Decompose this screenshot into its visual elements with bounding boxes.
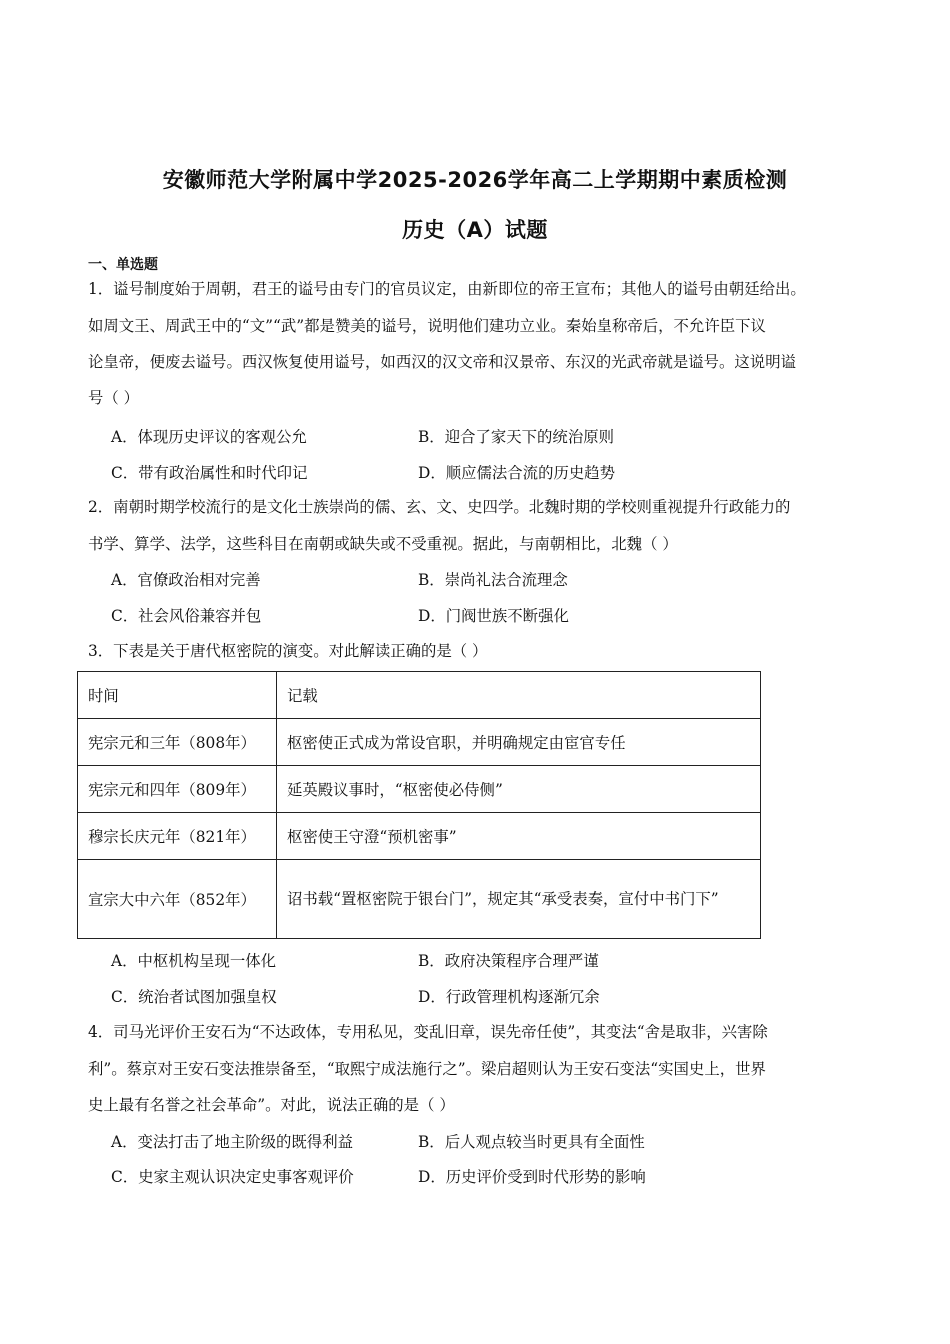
table-cell-time: 宪宗元和三年（808年）: [78, 719, 277, 766]
option-d: D．顺应儒法合流的历史趋势: [418, 464, 616, 482]
table-row: [78, 860, 761, 939]
question-text-line: 书学、算学、法学，这些科目在南朝或缺失或不受重视。据此，与南朝相比，北魏（ ）: [88, 535, 678, 553]
option-b: B．迎合了家天下的统治原则: [418, 428, 614, 446]
question-text-line: 号（ ）: [88, 389, 140, 407]
exam-subtitle: 历史（A）试题: [402, 218, 548, 242]
table-header-row: [78, 672, 761, 719]
option-a: A．体现历史评议的客观公允: [111, 428, 307, 446]
option-c: C．带有政治属性和时代印记: [111, 464, 308, 482]
table-cell-record: 枢密使正式成为常设官职，并明确规定由宦官专任: [277, 719, 761, 766]
question-text-line: 2．南朝时期学校流行的是文化士族崇尚的儒、玄、文、史四学。北魏时期的学校则重视提升行政能力的: [88, 498, 791, 516]
option-b: B．政府决策程序合理严谨: [418, 952, 599, 970]
table-cell-record: 枢密使王守澄“预机密事”: [277, 813, 761, 860]
table-row: [78, 813, 761, 860]
table-row: [78, 766, 761, 813]
table-header-cell: 时间: [78, 672, 277, 719]
table-cell-time: 宣宗大中六年（852年）: [78, 860, 277, 939]
option-d: D．门阀世族不断强化: [418, 607, 569, 625]
question-text-line: 3．下表是关于唐代枢密院的演变。对此解读正确的是（ ）: [88, 642, 488, 660]
question-text-line: 1．谥号制度始于周朝，君王的谥号由专门的官员议定，由新即位的帝王宣布；其他人的谥号由朝廷给出。: [88, 280, 806, 298]
option-c: C．社会风俗兼容并包: [111, 607, 262, 625]
option-a: A．中枢机构呈现一体化: [111, 952, 277, 970]
option-c: C．史家主观认识决定史事客观评价: [111, 1168, 354, 1186]
option-a: A．官僚政治相对完善: [111, 571, 261, 589]
table-cell-time: 穆宗长庆元年（821年）: [78, 813, 277, 860]
option-a: A．变法打击了地主阶级的既得利益: [111, 1133, 353, 1151]
question-text-line: 利”。蔡京对王安石变法推崇备至，“取熙宁成法施行之”。梁启超则认为王安石变法“实国史上，世界: [88, 1060, 766, 1078]
question-text-line: 史上最有名誉之社会革命”。对此，说法正确的是（ ）: [88, 1096, 455, 1114]
table-cell-record: 延英殿议事时，“枢密使必侍侧”: [277, 766, 761, 813]
table-cell-record: 诏书载“置枢密院于银台门”，规定其“承受表奏，宣付中书门下”: [277, 860, 761, 939]
option-d: D．历史评价受到时代形势的影响: [418, 1168, 646, 1186]
option-d: D．行政管理机构逐渐冗余: [418, 988, 600, 1006]
option-b: B．后人观点较当时更具有全面性: [418, 1133, 645, 1151]
section-heading: 一、单选题: [88, 257, 158, 273]
history-table: [77, 671, 761, 939]
option-c: C．统治者试图加强皇权: [111, 988, 277, 1006]
table-header-cell: 记载: [277, 672, 761, 719]
question-text-line: 4．司马光评价王安石为“不达政体，专用私见，变乱旧章，误先帝任使”，其变法“舍是取非，兴害除: [88, 1023, 768, 1041]
question-text-line: 如周文王、周武王中的“文”“武”都是赞美的谥号，说明他们建功立业。秦始皇称帝后，不允许臣下议: [88, 317, 766, 335]
table-row: [78, 719, 761, 766]
table-cell-time: 宪宗元和四年（809年）: [78, 766, 277, 813]
question-text-line: 论皇帝，便废去谥号。西汉恢复使用谥号，如西汉的汉文帝和汉景帝、东汉的光武帝就是谥号。这说明谥: [88, 353, 796, 371]
exam-title: 安徽师范大学附属中学2025-2026学年高二上学期期中素质检测: [162, 168, 788, 192]
option-b: B．崇尚礼法合流理念: [418, 571, 568, 589]
